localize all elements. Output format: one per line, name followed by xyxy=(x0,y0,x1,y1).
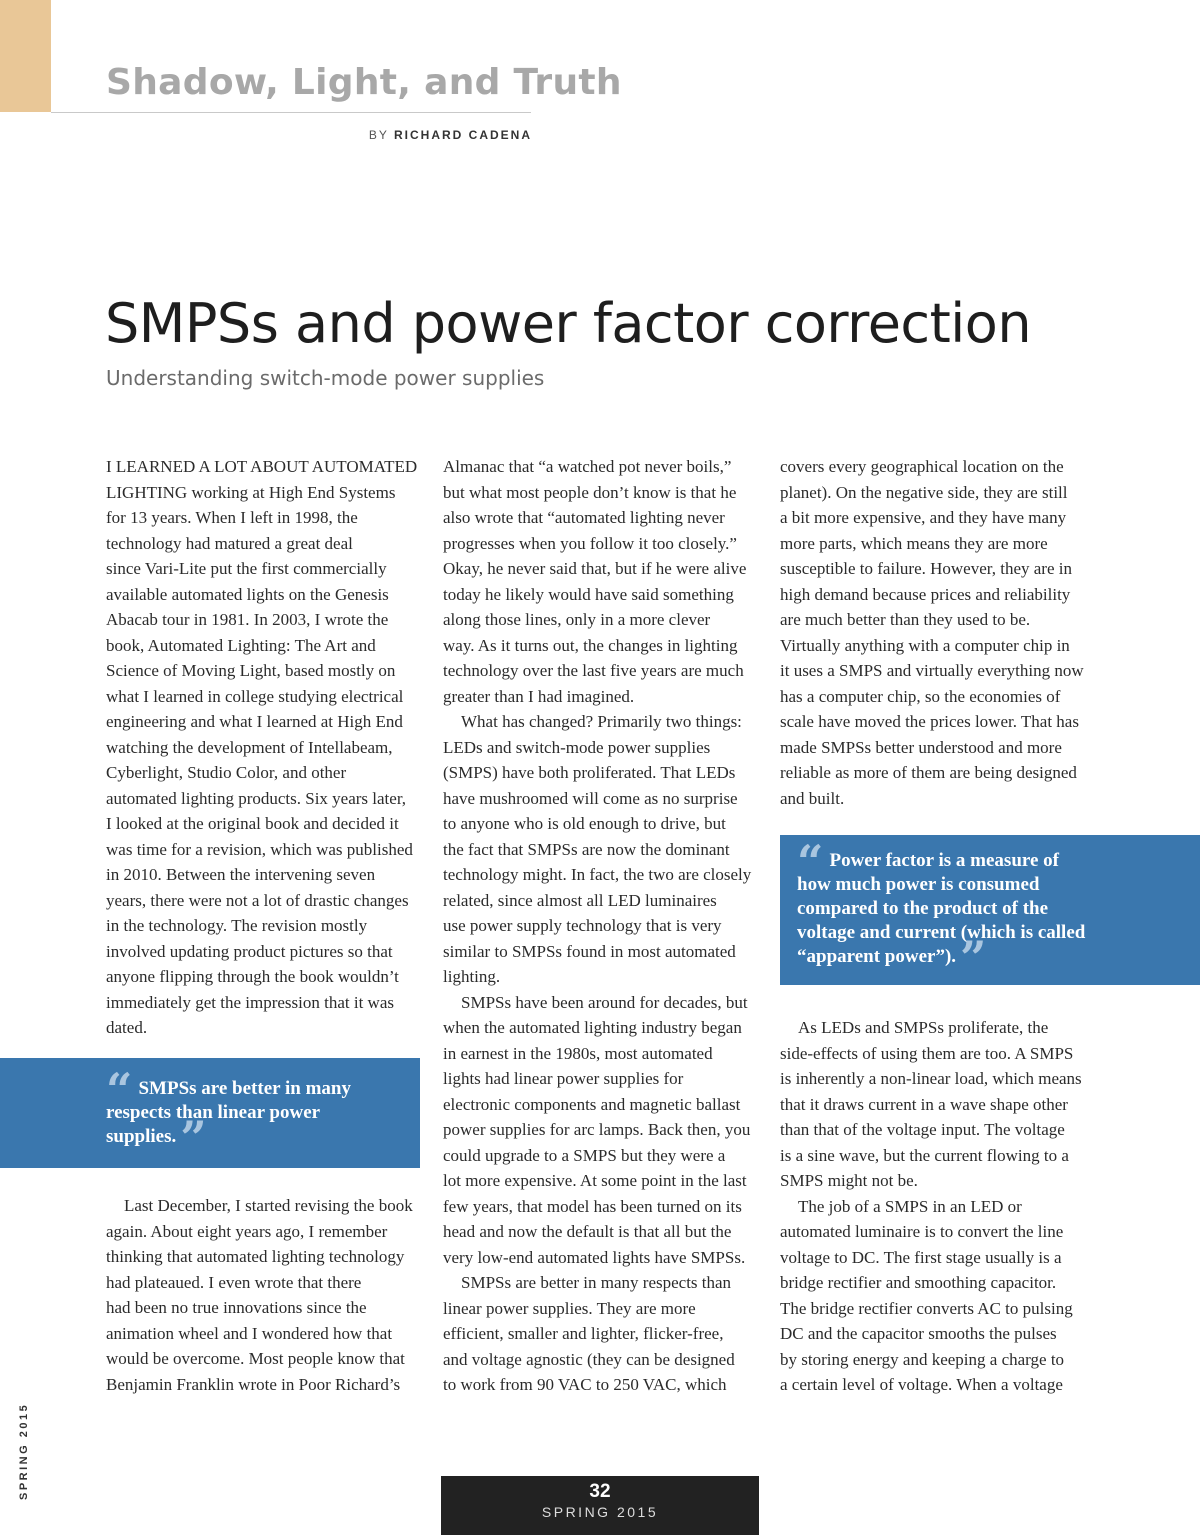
body-line: very low-end automated lights have SMPSs. xyxy=(443,1247,746,1267)
pull-quote-2 xyxy=(780,835,1200,985)
body-line: have mushroomed will come as no surprise xyxy=(443,788,738,808)
body-line: would be overcome. Most people know that xyxy=(106,1349,405,1368)
article-headline: SMPSs and power factor correction xyxy=(105,292,1032,355)
body-line: has a computer chip, so the economies of xyxy=(780,686,1061,706)
body-column-3 xyxy=(780,454,1084,811)
pull-quote-line: voltage and current (which is called xyxy=(797,922,1086,943)
body-line: Last December, I started revising the book xyxy=(124,1196,413,1215)
body-line: Benjamin Franklin wrote in Poor Richard’s xyxy=(106,1374,401,1394)
close-quote-icon: ” xyxy=(180,1111,207,1165)
body-line: was time for a revision, which was published xyxy=(106,839,413,859)
body-line: to work from 90 VAC to 250 VAC, which xyxy=(443,1375,727,1394)
body-line: power supplies for arc lamps. Back then, you xyxy=(443,1120,751,1139)
close-quote-icon: ” xyxy=(960,931,987,985)
body-line: a certain level of voltage. When a voltage xyxy=(780,1375,1063,1394)
body-line: greater than I had imagined. xyxy=(443,686,635,706)
body-line: made SMPSs better understood and more xyxy=(780,737,1062,757)
body-line: again. About eight years ago, I remember xyxy=(106,1221,388,1241)
body-line: the fact that SMPSs are now the dominant xyxy=(443,839,730,859)
pull-quote-line: compared to the product of the xyxy=(797,898,1049,919)
body-line: dated. xyxy=(106,1018,148,1037)
byline xyxy=(369,128,532,142)
body-line: The bridge rectifier converts AC to pulsing xyxy=(780,1298,1073,1318)
body-line: book, Automated Lighting: The Art and xyxy=(106,635,376,655)
body-line: than that of the voltage input. The voltage xyxy=(780,1120,1065,1139)
body-line: available automated lights on the Genesis xyxy=(106,584,389,604)
body-line: years, there were not a lot of drastic changes xyxy=(106,890,409,910)
body-line: since Vari-Lite put the first commercially xyxy=(106,559,387,578)
body-line: What has changed? Primarily two things: xyxy=(461,712,742,731)
body-line: it uses a SMPS and virtually everything now xyxy=(780,661,1084,680)
body-column-2 xyxy=(443,454,751,1398)
body-line: today he likely would have said something xyxy=(443,584,734,604)
page-footer xyxy=(441,1476,759,1535)
body-line: I LEARNED A LOT ABOUT AUTOMATED xyxy=(106,457,418,476)
body-line: linear power supplies. They are more xyxy=(443,1298,696,1318)
body-line: had been no true innovations since the xyxy=(106,1298,367,1317)
body-line: in earnest in the 1980s, most automated xyxy=(443,1043,713,1063)
body-line: animation wheel and I wondered how that xyxy=(106,1323,393,1343)
byline-prefix: BY xyxy=(368,128,389,142)
body-line: in the technology. The revision mostly xyxy=(106,916,368,935)
body-line: lighting. xyxy=(443,967,501,986)
body-column-1 xyxy=(106,454,417,1041)
pull-quote-1 xyxy=(0,1058,420,1168)
body-line: SMPSs have been around for decades, but xyxy=(461,992,748,1012)
header-rule xyxy=(51,112,531,113)
body-column-3-continued xyxy=(780,1015,1082,1398)
body-line: SMPS might not be. xyxy=(780,1171,918,1190)
body-line: voltage to DC. The first stage usually is a xyxy=(780,1247,1062,1267)
section-tab-accent xyxy=(0,0,51,112)
pull-quote-line: how much power is consumed xyxy=(797,874,1040,895)
author-name: RICHARD CADENA xyxy=(394,128,532,142)
body-line: LIGHTING working at High End Systems xyxy=(106,482,396,502)
body-line: lot more expensive. At some point in the last xyxy=(443,1171,747,1190)
body-line: DC and the capacitor smooths the pulses xyxy=(780,1324,1057,1343)
body-line: high demand because prices and reliability xyxy=(780,584,1071,604)
body-line: anyone flipping through the book wouldn’t xyxy=(106,967,399,986)
body-line: LEDs and switch-mode power supplies xyxy=(443,737,711,757)
body-line: I looked at the original book and decided it xyxy=(106,814,399,833)
body-line: scale have moved the prices lower. That has xyxy=(780,712,1079,731)
body-line: head and now the default is that all but the xyxy=(443,1222,732,1241)
pull-quote-line: supplies. xyxy=(106,1126,177,1147)
body-line: lights had linear power supplies for xyxy=(443,1069,684,1088)
body-line: use power supply technology that is very xyxy=(443,916,722,935)
body-line: covers every geographical location on the xyxy=(780,457,1064,476)
body-line: (SMPS) have both proliferated. That LEDs xyxy=(443,763,736,782)
body-line: efficient, smaller and lighter, flicker-free, xyxy=(443,1324,724,1343)
body-line: is inherently a non-linear load, which means xyxy=(780,1069,1082,1088)
body-line: also wrote that “automated lighting never xyxy=(443,508,725,527)
body-line: SMPSs are better in many respects than xyxy=(461,1273,732,1292)
body-line: bridge rectifier and smoothing capacitor. xyxy=(780,1273,1057,1292)
pull-quote-line: “apparent power”). xyxy=(797,946,957,967)
body-column-1-continued xyxy=(106,1193,413,1397)
body-line: when the automated lighting industry began xyxy=(443,1018,742,1037)
body-line: for 13 years. When I left in 1998, the xyxy=(106,508,358,527)
body-line: automated luminaire is to convert the line xyxy=(780,1222,1064,1241)
body-line: along those lines, only in a more clever xyxy=(443,610,711,629)
page-number: 32 xyxy=(589,1481,611,1502)
body-line: to anyone who is old enough to drive, but xyxy=(443,814,726,833)
body-line: Abacab tour in 1981. In 2003, I wrote the xyxy=(106,610,389,629)
body-line: are much better than they used to be. xyxy=(780,610,1031,629)
body-line: Science of Moving Light, based mostly on xyxy=(106,661,396,680)
body-line: The job of a SMPS in an LED or xyxy=(798,1196,1022,1216)
body-line: could upgrade to a SMPS but they were a xyxy=(443,1145,726,1165)
body-line: technology had matured a great deal xyxy=(106,533,353,553)
body-line: automated lighting products. Six years later, xyxy=(106,788,407,808)
body-line: reliable as more of them are being designed xyxy=(780,763,1077,782)
body-line: electronic components and magnetic ballast xyxy=(443,1094,741,1114)
column-title: Shadow, Light, and Truth xyxy=(106,62,622,103)
body-line: engineering and what I learned at High End xyxy=(106,712,403,731)
body-line: progresses when you follow it too closely.” xyxy=(443,533,737,553)
body-line: but what most people don’t know is that he xyxy=(443,482,737,502)
body-line: Cyberlight, Studio Color, and other xyxy=(106,763,347,782)
open-quote-icon: “ xyxy=(106,1063,133,1117)
body-line: by storing energy and keeping a charge to xyxy=(780,1349,1065,1369)
body-line: and voltage agnostic (they can be designed xyxy=(443,1349,735,1369)
issue-label: SPRING 2015 xyxy=(541,1504,659,1520)
body-line: immediately get the impression that it was xyxy=(106,992,394,1012)
pull-quote-line: Power factor is a measure of xyxy=(829,850,1059,871)
body-line: Virtually anything with a computer chip in xyxy=(780,635,1070,655)
pull-quote-line: SMPSs are better in many xyxy=(138,1078,351,1099)
body-line: is a sine wave, but the current flowing to a xyxy=(780,1145,1069,1165)
body-line: in 2010. Between the intervening seven xyxy=(106,865,376,884)
body-line: susceptible to failure. However, they are in xyxy=(780,559,1072,578)
body-line: As LEDs and SMPSs proliferate, the xyxy=(798,1018,1049,1037)
body-line: that it draws current in a wave shape other xyxy=(780,1094,1068,1114)
pull-quote-line: respects than linear power xyxy=(106,1102,321,1123)
body-line: related, since almost all LED luminaires xyxy=(443,890,717,910)
body-line: Almanac that “a watched pot never boils,” xyxy=(443,457,732,476)
body-line: and built. xyxy=(780,788,845,808)
body-line: Okay, he never said that, but if he were alive xyxy=(443,559,747,578)
vertical-issue-label: SPRING 2015 xyxy=(18,1402,30,1500)
body-line: a bit more expensive, and they have many xyxy=(780,508,1067,527)
body-line: thinking that automated lighting technology xyxy=(106,1247,405,1266)
body-line: more parts, which means they are more xyxy=(780,533,1048,553)
body-line: way. As it turns out, the changes in lighting xyxy=(443,635,738,655)
open-quote-icon: “ xyxy=(797,835,824,889)
body-line: side-effects of using them are too. A SMPS xyxy=(780,1043,1074,1063)
article-subheadline: Understanding switch-mode power supplies xyxy=(106,366,545,390)
body-line: planet). On the negative side, they are still xyxy=(780,482,1068,502)
body-line: involved updating product pictures so that xyxy=(106,941,393,961)
body-line: technology might. In fact, the two are closely xyxy=(443,865,752,884)
body-line: watching the development of Intellabeam, xyxy=(106,737,393,757)
body-line: had plateaued. I even wrote that there xyxy=(106,1272,362,1292)
body-line: what I learned in college studying electrical xyxy=(106,686,404,706)
body-line: technology over the last five years are much xyxy=(443,661,744,680)
body-line: few years, that model has been turned on its xyxy=(443,1196,742,1216)
body-line: similar to SMPSs found in most automated xyxy=(443,941,736,961)
